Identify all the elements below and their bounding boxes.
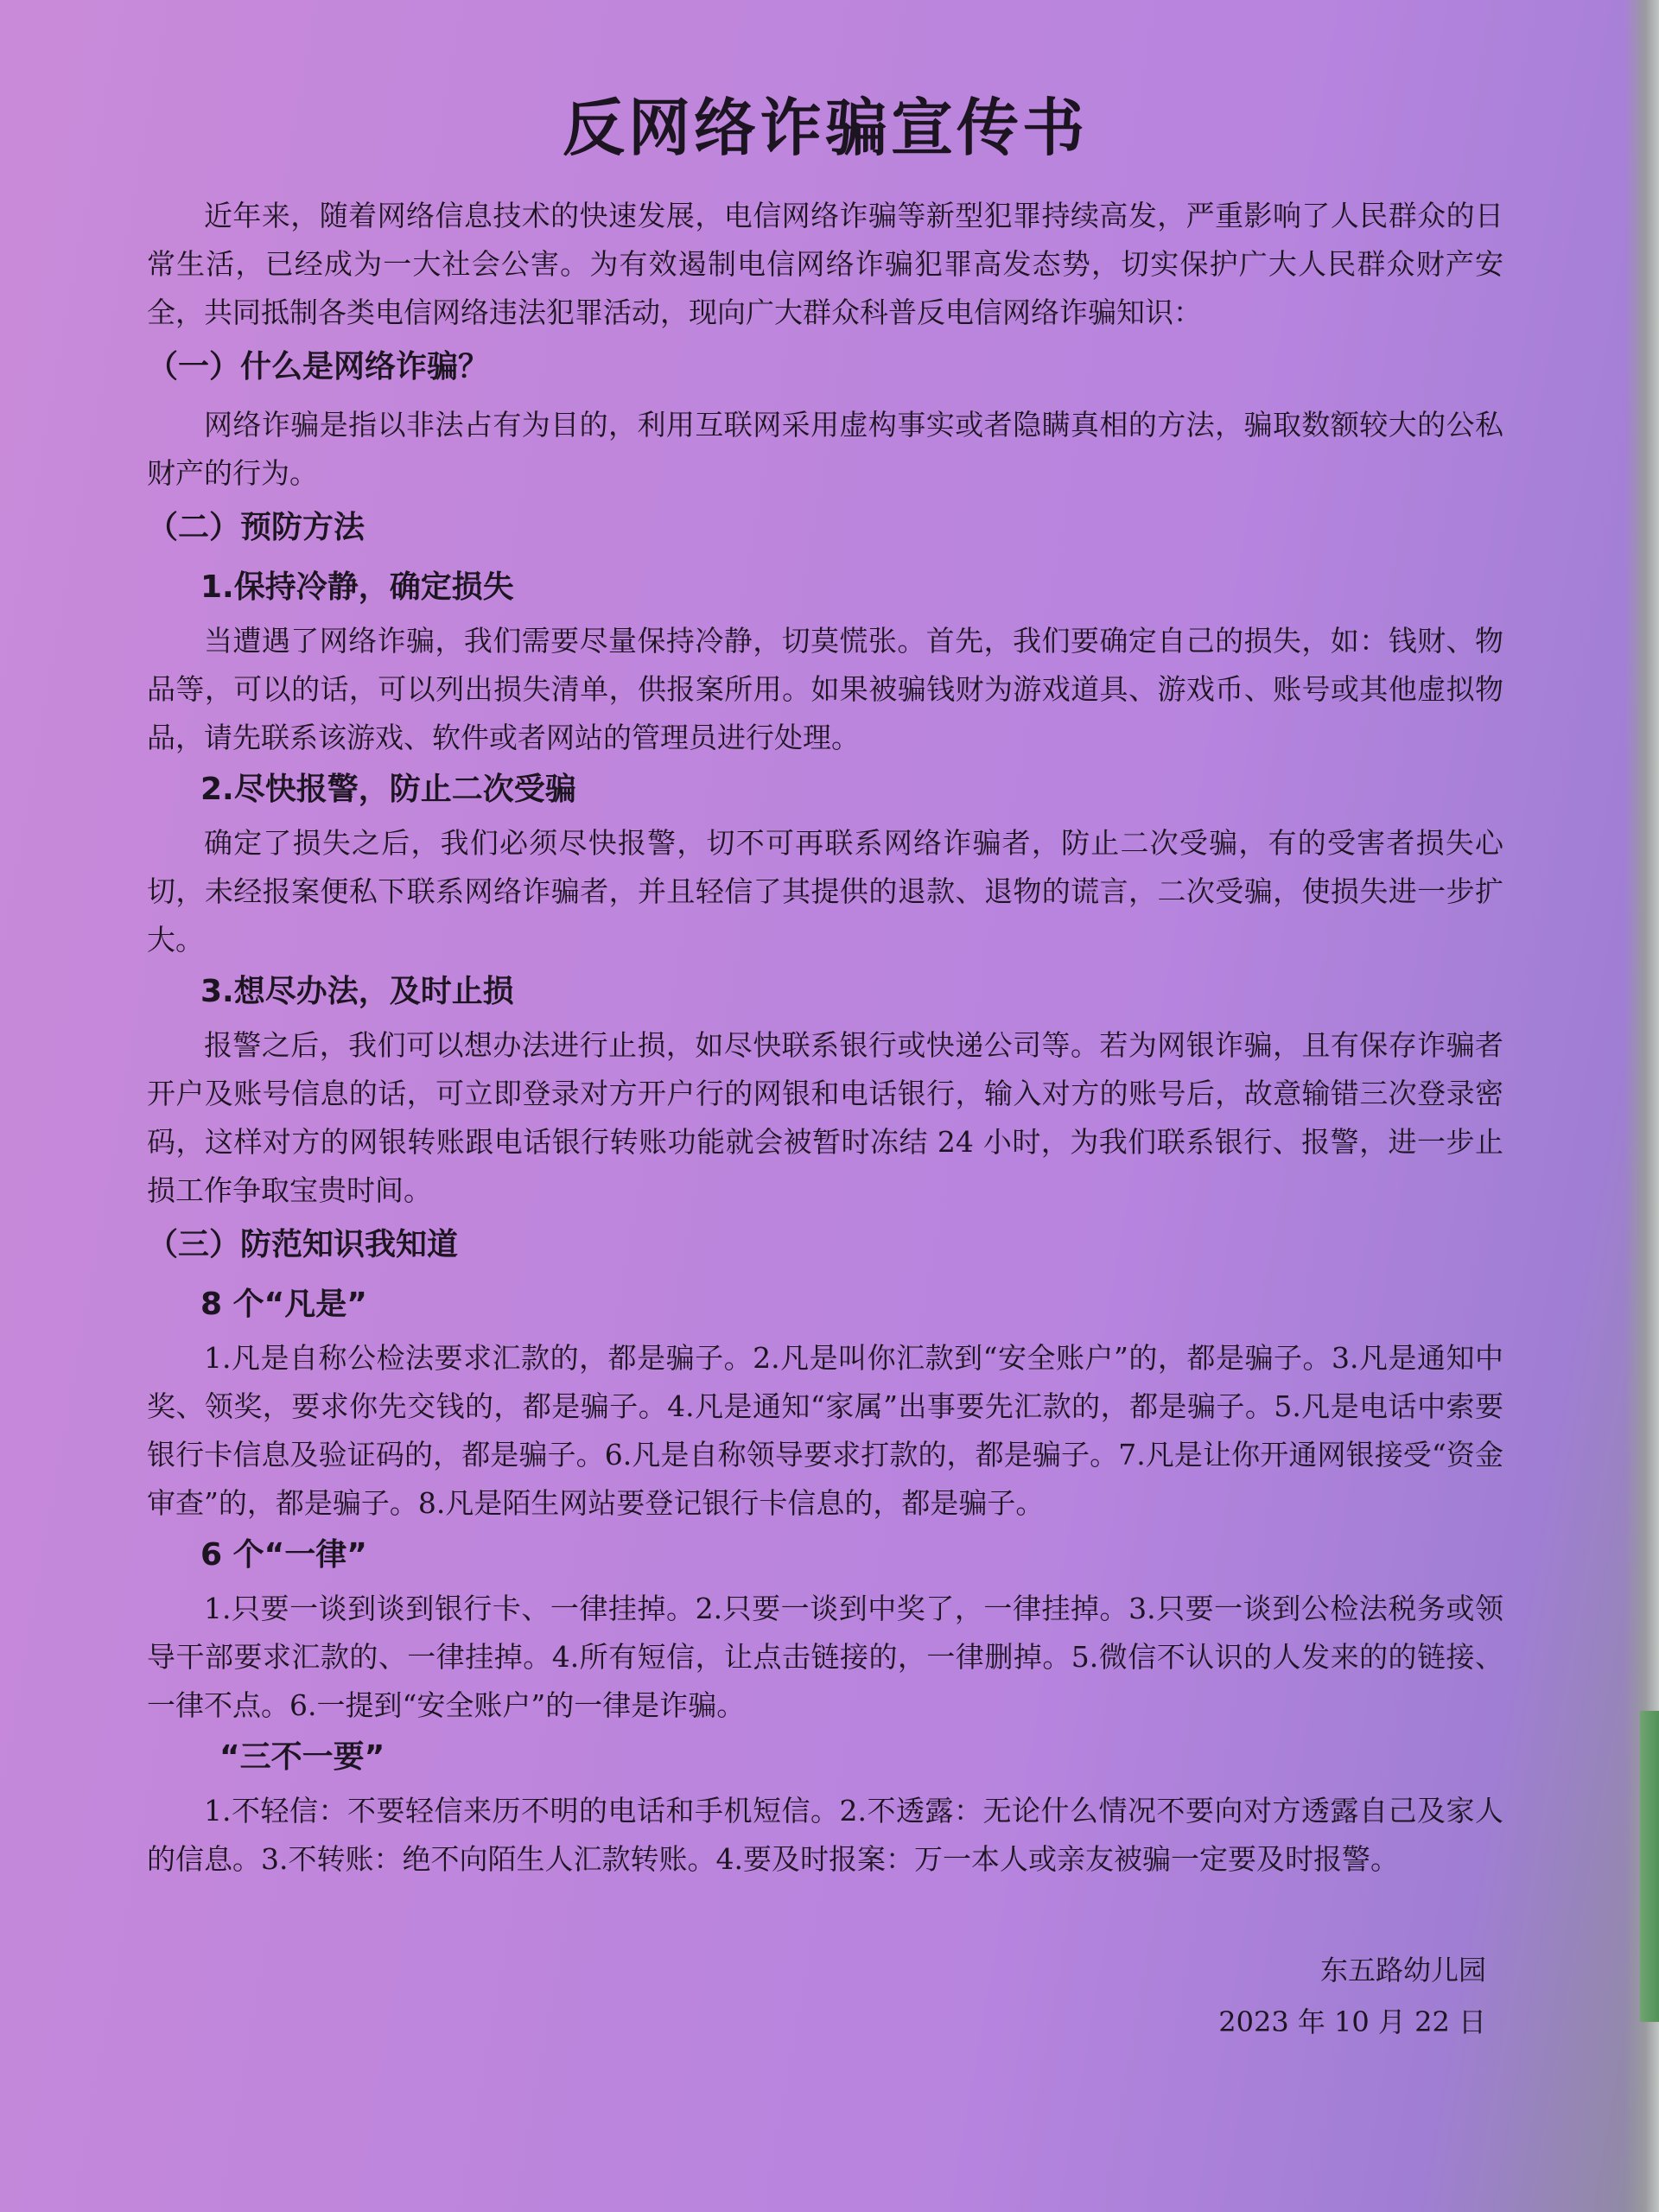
section-2-item-1-body: 当遭遇了网络诈骗，我们需要尽量保持冷静，切莫慌张。首先，我们要确定自己的损失，如：钱财、物品等，可以的话，可以列出损失清单，供报案所用。如果被骗钱财为游戏道具、游戏币、账号或其他虚拟物品，请先联系该游戏、软件或者网站的管理员进行处理。 (147, 624, 1503, 754)
section-3-group-3-heading: “三不一要” (219, 1739, 385, 1775)
section-2-item-3-body: 报警之后，我们可以想办法进行止损，如尽快联系银行或快递公司等。若为网银诈骗，且有保存诈骗者开户及账号信息的话，可立即登录对方开户行的网银和电话银行，输入对方的账号后，故意输错三次登录密码，这样对方的网银转账跟电话银行转账功能就会被暂时冻结 24 小时，为我们联系银行、报警，进一步止损工作争取宝贵时间。 (147, 1028, 1503, 1207)
section-2-item-1-heading: 1.保持冷静，确定损失 (200, 569, 514, 605)
section-2-item-2-body: 确定了损失之后，我们必须尽快报警，切不可再联系网络诈骗者，防止二次受骗，有的受害者损失心切，未经报案便私下联系网络诈骗者，并且轻信了其提供的退款、退物的谎言，二次受骗，使损失进一步扩大。 (147, 826, 1503, 957)
section-2-item-3-heading: 3.想尽办法，及时止损 (200, 974, 514, 1009)
section-3-group-2-body: 1.只要一谈到谈到银行卡、一律挂掉。2.只要一谈到中奖了，一律挂掉。3.只要一谈到公检法税务或领导干部要求汇款的、一律挂掉。4.所有短信，让点击链接的，一律删掉。5.微信不认识的人发来的的链接、一律不点。6.一提到“安全账户”的一律是诈骗。 (147, 1592, 1503, 1722)
section-3-group-1-heading: 8 个“凡是” (200, 1287, 367, 1322)
signature-block (147, 1944, 1503, 2048)
signature-org: 东五路幼儿园 (1319, 1954, 1486, 1986)
section-3-heading: （三）防范知识我知道 (147, 1227, 459, 1262)
section-3-group-3-body: 1.不轻信：不要轻信来历不明的电话和手机短信。2.不透露：无论什么情况不要向对方透露自己及家人的信息。3.不转账：绝不向陌生人汇款转账。4.要及时报案：万一本人或亲友被骗一定要及时报警。 (147, 1794, 1503, 1876)
section-2-heading: （二）预防方法 (147, 510, 365, 545)
intro-paragraph: 近年来，随着网络信息技术的快速发展，电信网络诈骗等新型犯罪持续高发，严重影响了人民群众的日常生活，已经成为一大社会公害。为有效遏制电信网络诈骗犯罪高发态势，切实保护广大人民群众财产安全，共同抵制各类电信网络违法犯罪活动，现向广大群众科普反电信网络诈骗知识： (147, 199, 1503, 329)
section-1-heading: （一）什么是网络诈骗？ (147, 349, 490, 385)
section-3-group-1-body: 1.凡是自称公检法要求汇款的，都是骗子。2.凡是叫你汇款到“安全账户”的，都是骗子。3.凡是通知中奖、领奖，要求你先交钱的，都是骗子。4.凡是通知“家属”出事要先汇款的，都是骗子。5.凡是电话中索要银行卡信息及验证码的，都是骗子。6.凡是自称领导要求打款的，都是骗子。7.凡是让你开通网银接受“资金审查”的，都是骗子。8.凡是陌生网站要登记银行卡信息的，都是骗子。 (147, 1341, 1503, 1520)
document-title: 反网络诈骗宣传书 (562, 92, 1088, 164)
document-page (147, 78, 1503, 2048)
section-3-group-2-heading: 6 个“一律” (200, 1537, 367, 1573)
section-1-body: 网络诈骗是指以非法占有为目的，利用互联网采用虚构事实或者隐瞒真相的方法，骗取数额较大的公私财产的行为。 (147, 408, 1503, 490)
section-2-item-2-heading: 2.尽快报警，防止二次受骗 (200, 772, 576, 807)
signature-date: 2023 年 10 月 22 日 (1218, 2005, 1486, 2038)
background-plant (1640, 1711, 1659, 2022)
